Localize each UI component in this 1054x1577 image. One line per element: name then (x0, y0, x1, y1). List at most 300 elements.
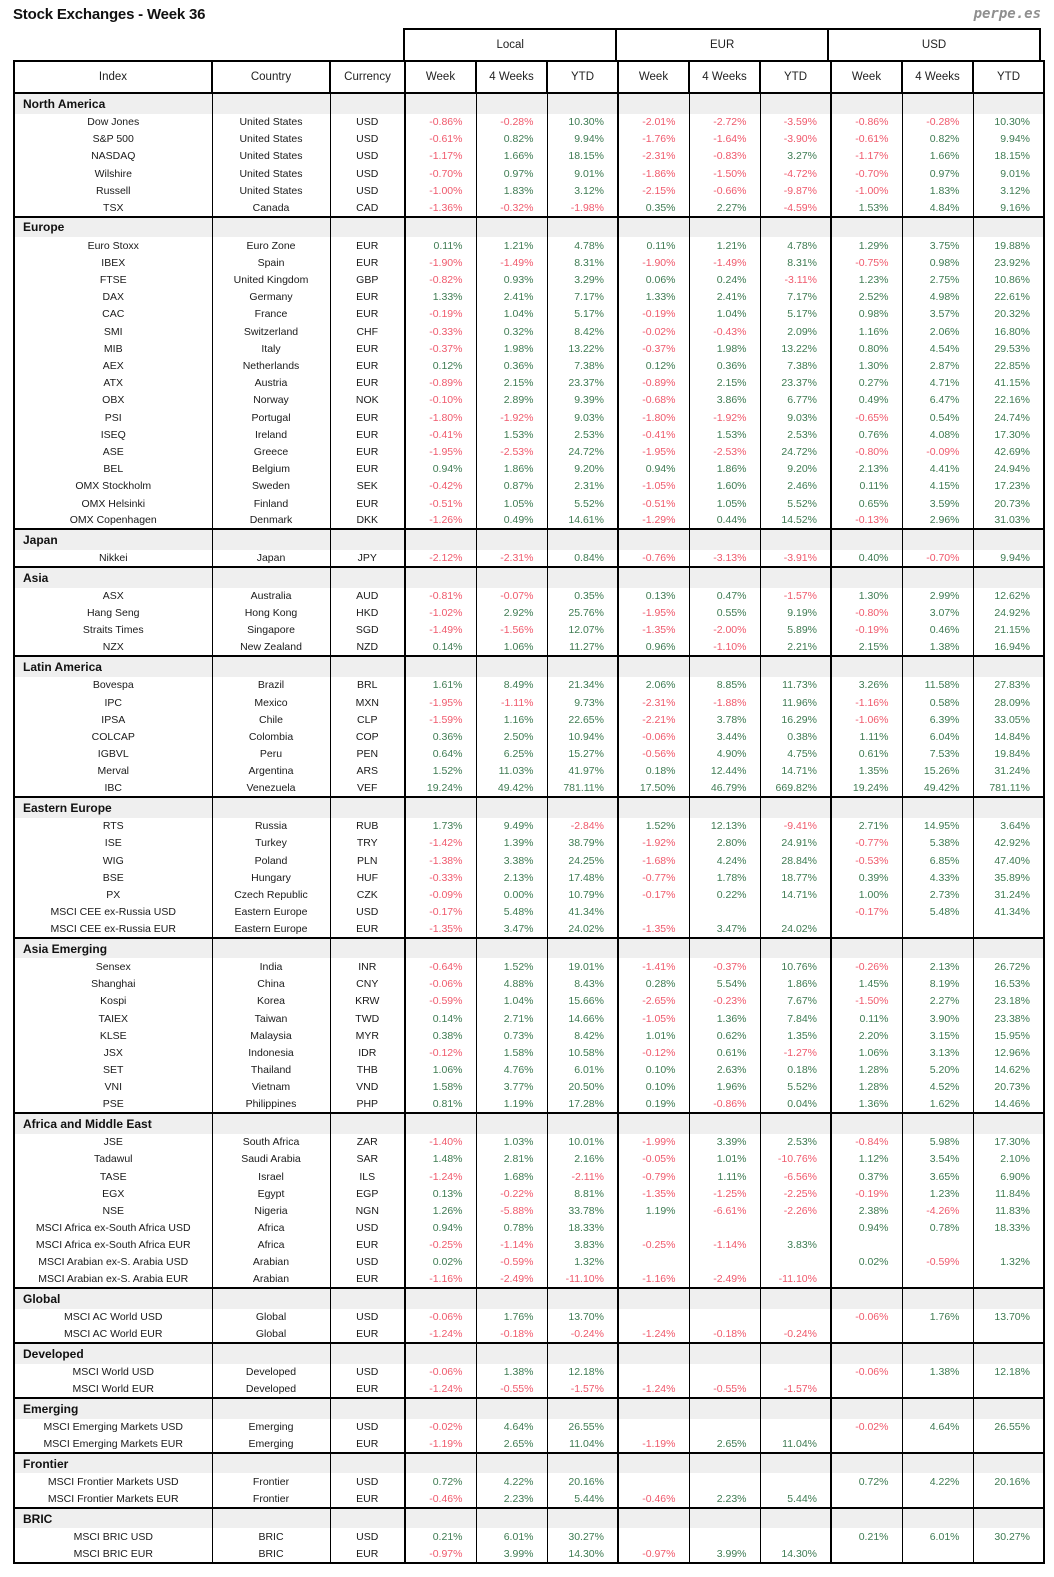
section-filler-cell (831, 567, 902, 588)
value-cell: -1.68% (618, 852, 689, 869)
value-cell: 0.62% (689, 1027, 760, 1044)
index-cell: Nikkei (14, 550, 212, 567)
value-cell: -0.06% (831, 1364, 902, 1381)
index-cell: WIG (14, 852, 212, 869)
table-row (14, 461, 1044, 478)
index-cell: MSCI CEE ex-Russia USD (14, 904, 212, 921)
value-cell: 5.48% (476, 904, 547, 921)
index-cell: MSCI Frontier Markets USD (14, 1473, 212, 1490)
value-cell: -1.99% (618, 1134, 689, 1151)
value-cell: -1.24% (405, 1381, 476, 1398)
value-cell: -1.49% (476, 254, 547, 271)
value-cell: 1.04% (689, 306, 760, 323)
currency-cell: CAD (330, 199, 405, 216)
section-filler-cell (689, 567, 760, 588)
section-filler-cell (476, 567, 547, 588)
column-header-4-weeks: 4 Weeks (476, 61, 547, 93)
value-cell: 11.84% (973, 1185, 1044, 1202)
section-filler-cell (330, 1453, 405, 1474)
table-row (14, 1381, 1044, 1398)
value-cell: -1.26% (405, 512, 476, 529)
value-cell: 26.55% (973, 1419, 1044, 1436)
value-cell: 23.18% (973, 993, 1044, 1010)
value-cell: -0.42% (405, 478, 476, 495)
value-cell: 0.27% (831, 375, 902, 392)
value-cell: 5.52% (547, 495, 618, 512)
value-cell: 31.03% (973, 512, 1044, 529)
value-cell: -0.24% (760, 1326, 831, 1343)
value-cell: -1.00% (405, 182, 476, 199)
value-cell: 0.54% (902, 409, 973, 426)
value-cell: 2.63% (689, 1062, 760, 1079)
section-filler-cell (760, 1343, 831, 1364)
table-row (14, 993, 1044, 1010)
value-cell: -0.51% (618, 495, 689, 512)
group-header-spacer (13, 28, 403, 60)
section-label: Frontier (14, 1453, 212, 1474)
value-cell: -0.06% (831, 1309, 902, 1326)
value-cell: -0.56% (618, 746, 689, 763)
value-cell: 2.23% (476, 1491, 547, 1508)
value-cell: 14.66% (547, 1010, 618, 1027)
section-filler-cell (476, 217, 547, 238)
value-cell: -1.14% (689, 1237, 760, 1254)
value-cell: 0.28% (618, 976, 689, 993)
currency-cell: INR (330, 958, 405, 975)
index-cell: S&P 500 (14, 131, 212, 148)
currency-cell: ARS (330, 763, 405, 780)
table-row (14, 289, 1044, 306)
column-header-ytd: YTD (973, 61, 1044, 93)
value-cell: -1.25% (689, 1185, 760, 1202)
table-row (14, 1364, 1044, 1381)
country-cell: South Africa (212, 1134, 330, 1151)
value-cell (902, 1381, 973, 1398)
value-cell: -1.80% (405, 409, 476, 426)
currency-cell: CHF (330, 323, 405, 340)
value-cell: 47.40% (973, 852, 1044, 869)
value-cell: 14.71% (760, 886, 831, 903)
value-cell (760, 1528, 831, 1545)
currency-cell: EUR (330, 340, 405, 357)
index-cell: OMX Stockholm (14, 478, 212, 495)
country-cell: United States (212, 148, 330, 165)
section-filler-cell (618, 1453, 689, 1474)
table-row (14, 443, 1044, 460)
value-cell: -0.59% (476, 1254, 547, 1271)
value-cell: 9.94% (973, 550, 1044, 567)
value-cell: 16.53% (973, 976, 1044, 993)
value-cell: 9.03% (547, 409, 618, 426)
currency-cell: USD (330, 1254, 405, 1271)
currency-cell: TRY (330, 835, 405, 852)
section-filler-cell (831, 93, 902, 114)
value-cell: 1.98% (476, 340, 547, 357)
value-cell: -1.90% (618, 254, 689, 271)
value-cell: 1.86% (689, 461, 760, 478)
section-filler-cell (973, 217, 1044, 238)
section-filler-cell (476, 1398, 547, 1419)
value-cell: 2.87% (902, 357, 973, 374)
value-cell: -1.95% (618, 443, 689, 460)
country-cell: Hungary (212, 869, 330, 886)
index-cell: MSCI BRIC USD (14, 1528, 212, 1545)
value-cell: 5.52% (760, 495, 831, 512)
index-cell: MSCI Arabian ex-S. Arabia EUR (14, 1271, 212, 1288)
section-filler-cell (902, 529, 973, 550)
value-cell: 6.85% (902, 852, 973, 869)
value-cell: 41.15% (973, 375, 1044, 392)
currency-cell: EUR (330, 426, 405, 443)
value-cell: -1.17% (405, 148, 476, 165)
country-cell: Germany (212, 289, 330, 306)
value-cell: -0.17% (618, 886, 689, 903)
index-cell: ISEQ (14, 426, 212, 443)
section-filler-cell (902, 797, 973, 818)
value-cell: 1.00% (831, 886, 902, 903)
value-cell: 3.27% (760, 148, 831, 165)
value-cell (689, 1254, 760, 1271)
country-cell: Developed (212, 1364, 330, 1381)
section-row (14, 656, 1044, 677)
value-cell: -0.37% (618, 340, 689, 357)
value-cell: 2.16% (547, 1151, 618, 1168)
value-cell: 1.01% (618, 1027, 689, 1044)
value-cell: 2.23% (689, 1491, 760, 1508)
currency-cell: SEK (330, 478, 405, 495)
value-cell: -3.13% (689, 550, 760, 567)
value-cell: 12.13% (689, 818, 760, 835)
value-cell (902, 1491, 973, 1508)
stock-exchanges-table (13, 60, 1045, 1564)
currency-cell: USD (330, 1473, 405, 1490)
value-cell: 0.18% (618, 763, 689, 780)
index-cell: IPSA (14, 711, 212, 728)
index-cell: KLSE (14, 1027, 212, 1044)
index-cell: IBEX (14, 254, 212, 271)
value-cell: 0.38% (760, 728, 831, 745)
value-cell: 30.27% (547, 1528, 618, 1545)
value-cell: 1.33% (618, 289, 689, 306)
value-cell: -1.24% (618, 1381, 689, 1398)
country-cell: Frontier (212, 1491, 330, 1508)
column-header-country: Country (212, 61, 330, 93)
value-cell: 7.53% (902, 746, 973, 763)
currency-cell: SAR (330, 1151, 405, 1168)
value-cell: 20.50% (547, 1079, 618, 1096)
section-row (14, 938, 1044, 959)
section-filler-cell (831, 1508, 902, 1529)
value-cell: 5.44% (547, 1491, 618, 1508)
value-cell: 14.61% (547, 512, 618, 529)
value-cell: 5.48% (902, 904, 973, 921)
value-cell: 18.77% (760, 869, 831, 886)
value-cell: -1.40% (405, 1134, 476, 1151)
value-cell: -1.00% (831, 182, 902, 199)
table-row (14, 375, 1044, 392)
value-cell: 1.48% (405, 1151, 476, 1168)
index-cell: TASE (14, 1168, 212, 1185)
value-cell: 41.34% (973, 904, 1044, 921)
country-cell: India (212, 958, 330, 975)
index-cell: DAX (14, 289, 212, 306)
value-cell: 2.41% (689, 289, 760, 306)
value-cell: -0.19% (405, 306, 476, 323)
value-cell: 1.29% (831, 237, 902, 254)
value-cell: 0.36% (476, 357, 547, 374)
index-cell: IGBVL (14, 746, 212, 763)
value-cell (618, 1220, 689, 1237)
value-cell: 20.32% (973, 306, 1044, 323)
value-cell: 0.82% (476, 131, 547, 148)
value-cell (689, 904, 760, 921)
currency-cell: EUR (330, 375, 405, 392)
section-filler-cell (547, 217, 618, 238)
value-cell: 0.12% (405, 357, 476, 374)
currency-cell: NGN (330, 1202, 405, 1219)
value-cell: 15.66% (547, 993, 618, 1010)
index-cell: PX (14, 886, 212, 903)
currency-cell: PLN (330, 852, 405, 869)
value-cell: 46.79% (689, 780, 760, 797)
section-filler-cell (476, 1453, 547, 1474)
value-cell: 8.31% (760, 254, 831, 271)
value-cell: 4.52% (902, 1079, 973, 1096)
table-row (14, 694, 1044, 711)
value-cell: 1.68% (476, 1168, 547, 1185)
value-cell: 9.01% (547, 165, 618, 182)
country-cell: Australia (212, 588, 330, 605)
currency-cell: USD (330, 1364, 405, 1381)
value-cell: -2.12% (405, 550, 476, 567)
value-cell: 5.17% (547, 306, 618, 323)
currency-cell: CNY (330, 976, 405, 993)
index-cell: IBC (14, 780, 212, 797)
value-cell (760, 1364, 831, 1381)
section-row (14, 797, 1044, 818)
table-row (14, 1528, 1044, 1545)
section-filler-cell (212, 1453, 330, 1474)
section-filler-cell (476, 93, 547, 114)
value-cell: 1.16% (476, 711, 547, 728)
value-cell: 23.92% (973, 254, 1044, 271)
value-cell: -0.80% (831, 443, 902, 460)
value-cell: -1.11% (476, 694, 547, 711)
value-cell: 11.27% (547, 639, 618, 656)
currency-cell: JPY (330, 550, 405, 567)
value-cell (618, 1254, 689, 1271)
currency-cell: GBP (330, 272, 405, 289)
value-cell: -0.33% (405, 869, 476, 886)
value-cell: -0.09% (405, 886, 476, 903)
value-cell: 1.30% (831, 357, 902, 374)
section-filler-cell (618, 217, 689, 238)
value-cell: -1.24% (618, 1326, 689, 1343)
section-filler-cell (689, 1453, 760, 1474)
value-cell: 2.71% (476, 1010, 547, 1027)
value-cell: -0.97% (405, 1545, 476, 1562)
value-cell (973, 921, 1044, 938)
country-cell: Czech Republic (212, 886, 330, 903)
value-cell: 29.53% (973, 340, 1044, 357)
currency-cell: HUF (330, 869, 405, 886)
value-cell: 1.35% (760, 1027, 831, 1044)
value-cell: 9.20% (547, 461, 618, 478)
value-cell: 1.73% (405, 818, 476, 835)
index-cell: JSX (14, 1044, 212, 1061)
section-filler-cell (760, 567, 831, 588)
table-row (14, 1545, 1044, 1562)
value-cell: -2.21% (618, 711, 689, 728)
value-cell: 1.39% (476, 835, 547, 852)
value-cell: 2.99% (902, 588, 973, 605)
country-cell: Eastern Europe (212, 904, 330, 921)
currency-cell: EUR (330, 1545, 405, 1562)
section-row (14, 1288, 1044, 1309)
value-cell: -0.53% (831, 852, 902, 869)
value-cell: -1.29% (618, 512, 689, 529)
value-cell: 7.38% (547, 357, 618, 374)
value-cell: 0.38% (405, 1027, 476, 1044)
section-filler-cell (405, 1508, 476, 1529)
country-cell: Switzerland (212, 323, 330, 340)
section-filler-cell (760, 1113, 831, 1134)
country-cell: Korea (212, 993, 330, 1010)
value-cell: 2.06% (902, 323, 973, 340)
country-cell: United States (212, 182, 330, 199)
index-cell: MSCI Africa ex-South Africa EUR (14, 1237, 212, 1254)
column-header-index: Index (14, 61, 212, 93)
value-cell (973, 1237, 1044, 1254)
value-cell: 15.26% (902, 763, 973, 780)
country-cell: Ireland (212, 426, 330, 443)
section-filler-cell (902, 1508, 973, 1529)
value-cell: 4.88% (476, 976, 547, 993)
section-filler-cell (212, 1343, 330, 1364)
table-row (14, 182, 1044, 199)
value-cell: 0.80% (831, 340, 902, 357)
value-cell: -0.25% (405, 1237, 476, 1254)
value-cell: -1.50% (689, 165, 760, 182)
value-cell: -0.86% (689, 1096, 760, 1113)
value-cell: 1.76% (476, 1309, 547, 1326)
value-cell (973, 1436, 1044, 1453)
value-cell: -0.61% (405, 131, 476, 148)
value-cell: 19.84% (973, 746, 1044, 763)
currency-cell: USD (330, 1309, 405, 1326)
currency-cell: HKD (330, 605, 405, 622)
section-filler-cell (689, 529, 760, 550)
section-filler-cell (330, 797, 405, 818)
value-cell: 12.96% (973, 1044, 1044, 1061)
table-row (14, 512, 1044, 529)
section-label: North America (14, 93, 212, 114)
value-cell: 0.81% (405, 1096, 476, 1113)
section-filler-cell (618, 797, 689, 818)
table-row (14, 763, 1044, 780)
value-cell: 2.92% (476, 605, 547, 622)
section-filler-cell (547, 797, 618, 818)
value-cell: 9.19% (760, 605, 831, 622)
value-cell: 14.95% (902, 818, 973, 835)
value-cell: 5.52% (760, 1079, 831, 1096)
section-filler-cell (476, 1343, 547, 1364)
value-cell: 4.84% (902, 199, 973, 216)
index-cell: PSI (14, 409, 212, 426)
country-cell: Vietnam (212, 1079, 330, 1096)
value-cell: 3.75% (902, 237, 973, 254)
value-cell: 0.84% (547, 550, 618, 567)
currency-cell: VEF (330, 780, 405, 797)
section-filler-cell (973, 567, 1044, 588)
value-cell: 14.46% (973, 1096, 1044, 1113)
country-cell: France (212, 306, 330, 323)
country-cell: BRIC (212, 1545, 330, 1562)
value-cell: -1.27% (760, 1044, 831, 1061)
section-filler-cell (902, 1343, 973, 1364)
country-cell: Denmark (212, 512, 330, 529)
table-row (14, 677, 1044, 694)
section-label: Japan (14, 529, 212, 550)
section-filler-cell (618, 1508, 689, 1529)
table-row (14, 588, 1044, 605)
value-cell (760, 1309, 831, 1326)
value-cell: 6.01% (476, 1528, 547, 1545)
value-cell: 9.94% (547, 131, 618, 148)
country-cell: Spain (212, 254, 330, 271)
value-cell: -0.70% (831, 165, 902, 182)
currency-cell: MYR (330, 1027, 405, 1044)
currency-cell: DKK (330, 512, 405, 529)
value-cell: 1.26% (405, 1202, 476, 1219)
value-cell: 18.15% (547, 148, 618, 165)
table-row (14, 114, 1044, 131)
value-cell: -0.77% (618, 869, 689, 886)
column-header-week: Week (618, 61, 689, 93)
table-row (14, 165, 1044, 182)
value-cell: 0.04% (760, 1096, 831, 1113)
value-cell: -0.41% (405, 426, 476, 443)
country-cell: United States (212, 131, 330, 148)
section-filler-cell (618, 938, 689, 959)
currency-cell: EUR (330, 357, 405, 374)
section-label: Europe (14, 217, 212, 238)
section-filler-cell (618, 1113, 689, 1134)
value-cell: 0.11% (831, 478, 902, 495)
table-row (14, 976, 1044, 993)
table-row (14, 426, 1044, 443)
value-cell: 8.42% (547, 323, 618, 340)
value-cell: 3.54% (902, 1151, 973, 1168)
value-cell: 0.96% (618, 639, 689, 656)
value-cell: 14.30% (760, 1545, 831, 1562)
index-cell: TSX (14, 199, 212, 216)
value-cell: 3.78% (689, 711, 760, 728)
currency-cell: CLP (330, 711, 405, 728)
country-cell: Argentina (212, 763, 330, 780)
section-filler-cell (547, 1343, 618, 1364)
value-cell: 0.73% (476, 1027, 547, 1044)
value-cell: 9.01% (973, 165, 1044, 182)
value-cell (973, 1491, 1044, 1508)
section-filler-cell (760, 1398, 831, 1419)
value-cell: 1.60% (689, 478, 760, 495)
index-cell: OBX (14, 392, 212, 409)
value-cell: 25.76% (547, 605, 618, 622)
value-cell: 12.18% (547, 1364, 618, 1381)
value-cell: 3.47% (476, 921, 547, 938)
currency-cell: EGP (330, 1185, 405, 1202)
